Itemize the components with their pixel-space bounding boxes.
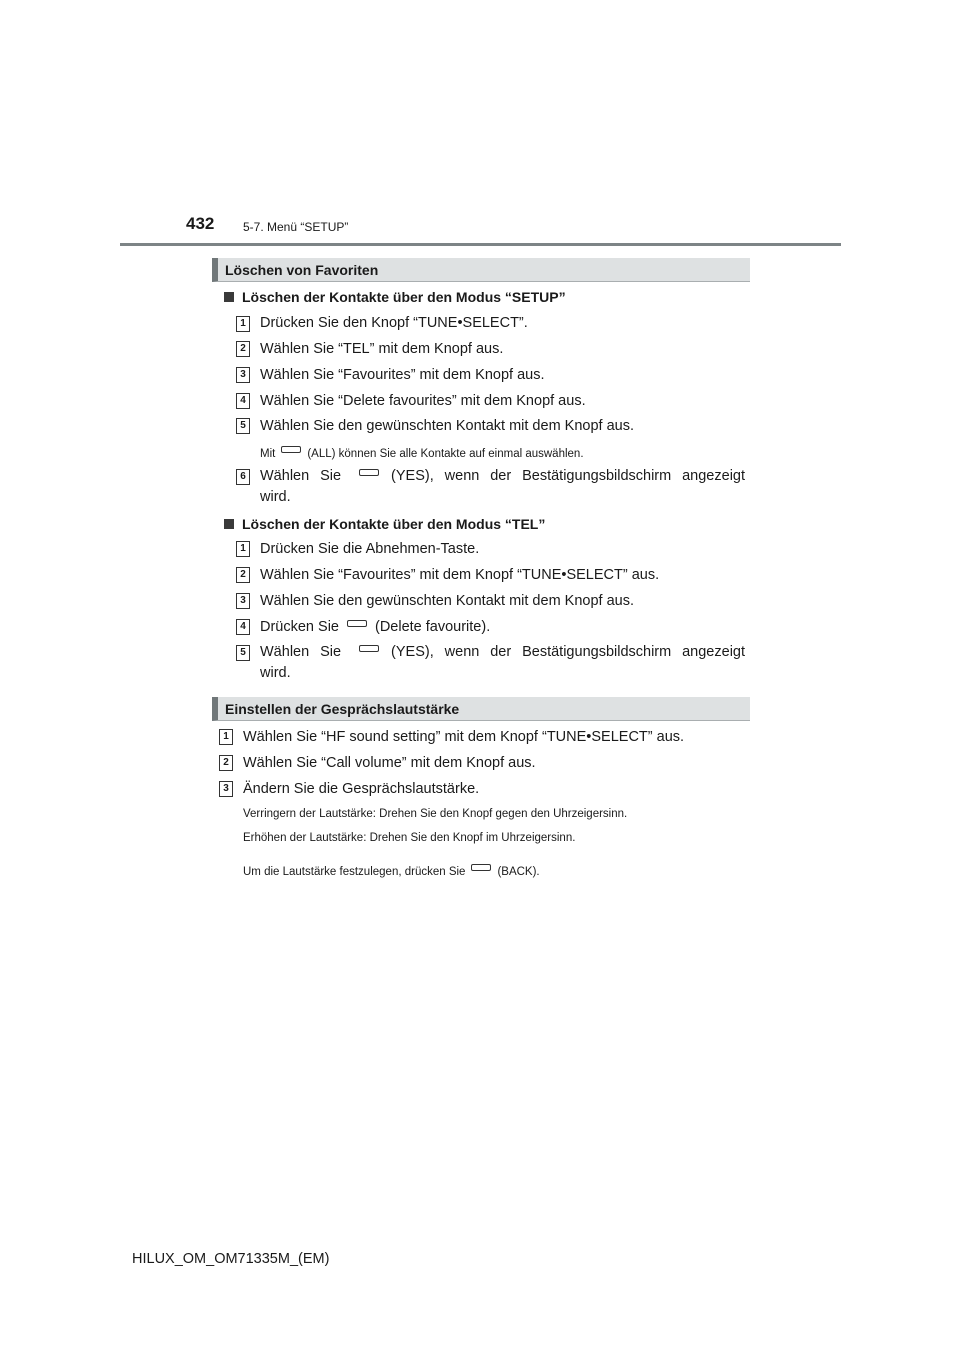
step-text bbox=[260, 642, 745, 684]
section-title: Löschen von Favoriten bbox=[225, 262, 379, 278]
step-text-post: (Delete favourite). bbox=[374, 619, 491, 635]
screen-button-icon bbox=[347, 620, 367, 627]
note-increase-volume: Erhöhen der Lautstärke: Drehen Sie den Knopf im Uhrzeigersinn. bbox=[243, 832, 576, 844]
step-number: 4 bbox=[236, 619, 250, 635]
step-number: 2 bbox=[236, 567, 250, 583]
step-number: 6 bbox=[236, 469, 250, 485]
step-text bbox=[260, 466, 745, 508]
step-text-pre: Wählen Sie bbox=[260, 644, 342, 660]
step-text: Wählen Sie “TEL” mit dem Knopf aus. bbox=[260, 341, 504, 357]
subheading-text: Löschen der Kontakte über den Modus “TEL” bbox=[242, 516, 546, 532]
step-text: Wählen Sie den gewünschten Kontakt mit dem Knopf aus. bbox=[260, 418, 634, 434]
screen-button-icon bbox=[359, 645, 379, 652]
step-number: 1 bbox=[219, 729, 233, 745]
section-title: Einstellen der Gesprächslautstärke bbox=[225, 701, 460, 717]
step-number: 1 bbox=[236, 541, 250, 557]
step-text: Wählen Sie “Favourites” mit dem Knopf aus. bbox=[260, 367, 545, 383]
screen-button-icon bbox=[359, 469, 379, 476]
step-text: Wählen Sie “HF sound setting” mit dem Knopf “TUNE•SELECT” aus. bbox=[243, 729, 685, 745]
step-text: Drücken Sie den Knopf “TUNE•SELECT”. bbox=[260, 315, 528, 331]
step-number: 3 bbox=[219, 781, 233, 797]
note-decrease-volume: Verringern der Lautstärke: Drehen Sie den Knopf gegen den Uhrzeigersinn. bbox=[243, 808, 628, 820]
step-text: Wählen Sie den gewünschten Kontakt mit dem Knopf aus. bbox=[260, 593, 634, 609]
note-text-pre: Mit bbox=[260, 448, 276, 460]
step-text bbox=[260, 617, 490, 638]
note-text-pre: Um die Lautstärke festzulegen, drücken Sie bbox=[243, 866, 466, 878]
step-number: 4 bbox=[236, 393, 250, 409]
step-text: Drücken Sie die Abnehmen-Taste. bbox=[260, 541, 480, 557]
note-text-post: (ALL) können Sie alle Kontakte auf einmal auswählen. bbox=[307, 448, 584, 460]
square-bullet-icon bbox=[224, 292, 234, 302]
subheading-setup-mode bbox=[224, 289, 566, 305]
subheading-text: Löschen der Kontakte über den Modus “SETUP” bbox=[242, 289, 566, 305]
step-text-pre: Drücken Sie bbox=[260, 619, 339, 635]
step-number: 2 bbox=[236, 341, 250, 357]
step-number: 1 bbox=[236, 316, 250, 332]
step-text: Wählen Sie “Call volume” mit dem Knopf aus. bbox=[243, 755, 536, 771]
step-text: Wählen Sie “Favourites” mit dem Knopf “TUNE•SELECT” aus. bbox=[260, 567, 660, 583]
step-text: Wählen Sie “Delete favourites” mit dem Knopf aus. bbox=[260, 393, 586, 409]
step-number: 3 bbox=[236, 593, 250, 609]
note-text-post: (BACK). bbox=[497, 866, 540, 878]
footer-model-code: HILUX_OM_OM71335M_(EM) bbox=[132, 1251, 330, 1267]
section-heading-favorites bbox=[212, 258, 750, 282]
square-bullet-icon bbox=[224, 519, 234, 529]
step-text: Ändern Sie die Gesprächslautstärke. bbox=[243, 781, 480, 797]
header-section-title: 5-7. Menü “SETUP” bbox=[243, 220, 349, 234]
header-divider bbox=[120, 243, 841, 246]
step-text-pre: Wählen Sie bbox=[260, 468, 342, 484]
note-select-all bbox=[260, 446, 584, 460]
step-number: 2 bbox=[219, 755, 233, 771]
screen-button-icon bbox=[471, 864, 491, 871]
step-text-post: (YES), wenn der Bestätigungsbildschirm angezeigt wird. bbox=[260, 468, 746, 505]
note-confirm-volume bbox=[243, 864, 540, 878]
step-number: 5 bbox=[236, 645, 250, 661]
section-heading-volume bbox=[212, 697, 750, 721]
step-number: 3 bbox=[236, 367, 250, 383]
screen-button-icon bbox=[281, 446, 301, 453]
step-number: 5 bbox=[236, 418, 250, 434]
subheading-tel-mode bbox=[224, 516, 545, 532]
step-text-post: (YES), wenn der Bestätigungsbildschirm angezeigt wird. bbox=[260, 644, 746, 681]
page-number: 432 bbox=[186, 214, 215, 233]
